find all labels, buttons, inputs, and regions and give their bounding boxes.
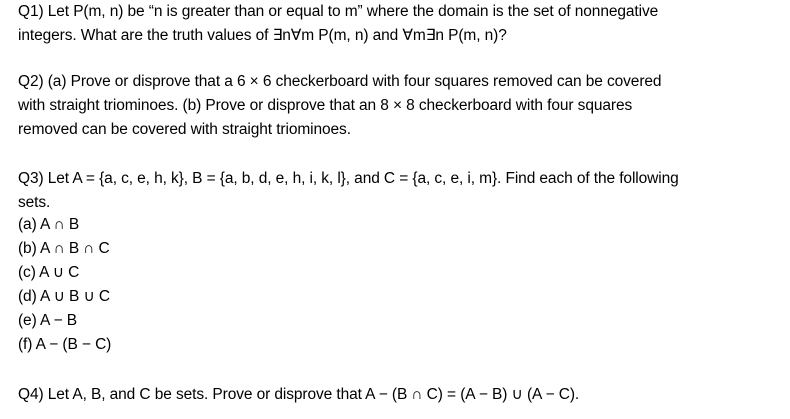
subpart-f: (f) A − (B − C) (18, 336, 112, 353)
question-2-line-3: removed can be covered with straight triominoes. (18, 121, 351, 138)
question-4-line-1: Q4) Let A, B, and C be sets. Prove or disprove that A − (B ∩ C) = (A − B) ∪ (A − C). (18, 386, 580, 403)
question-3-subparts (18, 213, 111, 357)
question-2 (18, 70, 661, 142)
question-3 (18, 167, 679, 215)
subpart-d: (d) A ∪ B ∪ C (18, 288, 111, 305)
subpart-c: (c) A ∪ C (18, 264, 80, 281)
subpart-e: (e) A − B (18, 312, 77, 329)
question-1-line-1: Q1) Let P(m, n) be “n is greater than or equal to m” where the domain is the set of nonnegative (18, 3, 659, 20)
question-1-line-2: integers. What are the truth values of ∃n∀m P(m, n) and ∀m∃n P(m, n)? (18, 27, 507, 44)
question-2-line-1: Q2) (a) Prove or disprove that a 6 × 6 checkerboard with four squares removed can be covered (18, 73, 662, 90)
subpart-b: (b) A ∩ B ∩ C (18, 240, 110, 257)
question-3-line-2: sets. (18, 194, 51, 211)
question-3-line-1: Q3) Let A = {a, c, e, h, k}, B = {a, b, d, e, h, i, k, l}, and C = {a, c, e, i, m}. Find each of the following (18, 170, 679, 187)
question-2-line-2: with straight triominoes. (b) Prove or disprove that an 8 × 8 checkerboard with four squares (18, 97, 633, 114)
question-1 (18, 0, 658, 48)
question-4 (18, 383, 579, 407)
subpart-a: (a) A ∩ B (18, 216, 80, 233)
